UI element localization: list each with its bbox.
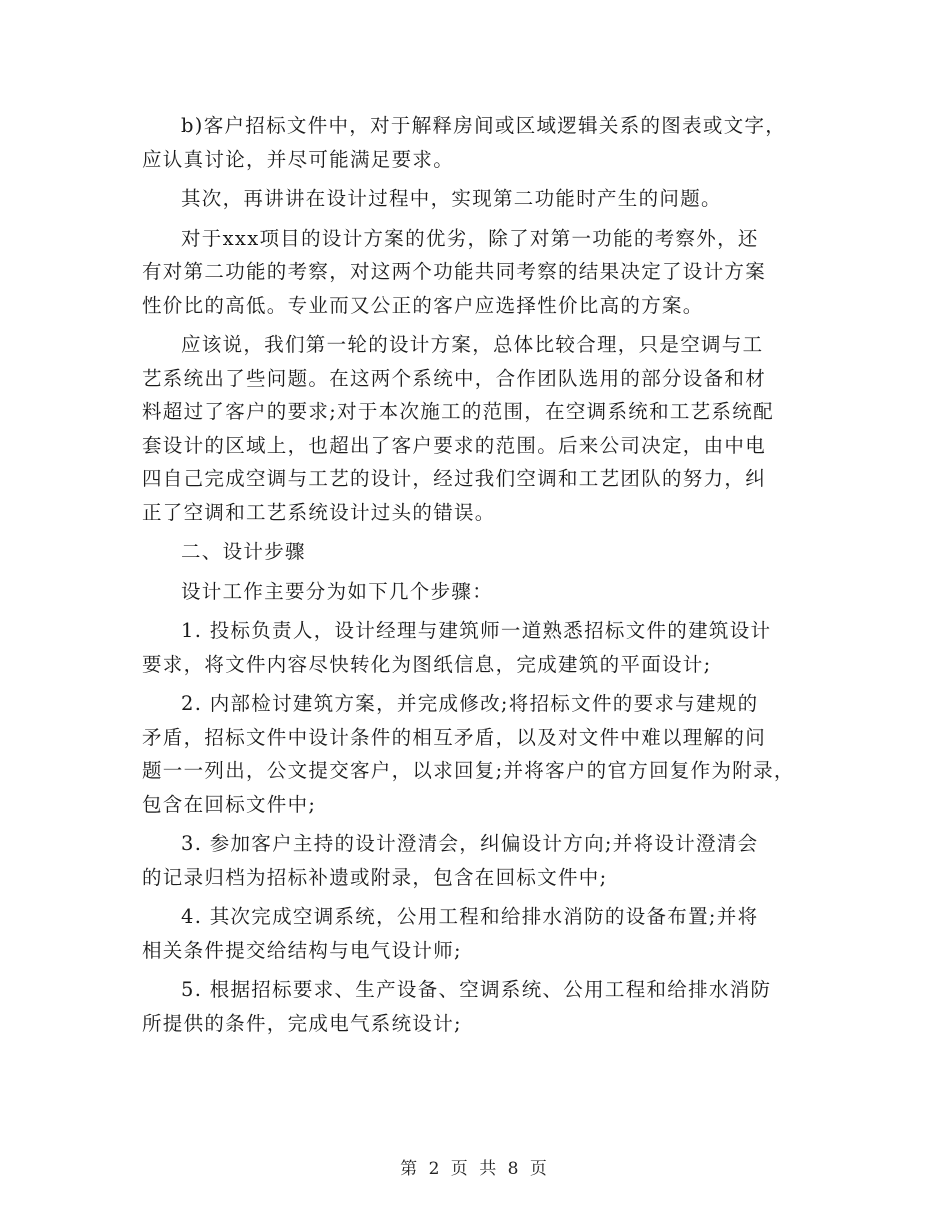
paragraph-line: 应认真讨论，并尽可能满足要求。 — [142, 147, 455, 171]
paragraph — [142, 328, 812, 529]
paragraph-line: 4. 其次完成空调系统，公用工程和给排水消防的设备布置;并将 — [181, 905, 759, 928]
paragraph-line: 相关条件提交给结构与电气设计师; — [142, 938, 462, 962]
page-footer: 第 2 页 共 8 页 — [400, 1159, 550, 1179]
paragraph-line: 应该说，我们第一轮的设计方案，总体比较合理，只是空调与工 — [181, 333, 764, 356]
paragraph-line: 要求，将文件内容尽快转化为图纸信息，完成建筑的平面设计; — [142, 652, 712, 676]
paragraph-line: 1. 投标负责人，设计经理与建筑师一道熟悉招标文件的建筑设计 — [181, 619, 772, 642]
paragraph-line: 性价比的高低。专业而又公正的客户应选择性价比高的方案。 — [142, 293, 704, 317]
paragraph-line: b)客户招标文件中，对于解释房间或区域逻辑关系的图表或文字， — [181, 114, 787, 137]
paragraph-line: 3. 参加客户主持的设计澄清会，纠偏设计方向;并将设计澄清会 — [181, 832, 759, 855]
paragraph-line: 2. 内部检讨建筑方案，并完成修改;将招标文件的要求与建规的 — [181, 692, 759, 715]
paragraph-line: 对于xxx项目的设计方案的优劣，除了对第一功能的考察外，还 — [181, 226, 759, 250]
paragraph-line: 有对第二功能的考察，对这两个功能共同考察的结果决定了设计方案 — [142, 260, 767, 283]
paragraph-line: 套设计的区域上，也超出了客户要求的范围。后来公司决定，由中电 — [142, 433, 767, 457]
paragraph — [142, 900, 812, 967]
paragraph-line: 艺系统出了些问题。在这两个系统中，合作团队选用的部分设备和材 — [142, 366, 767, 390]
paragraph-line: 题一一列出，公文提交客户，以求回复;并将客户的官方回复作为附录， — [142, 759, 795, 782]
paragraph — [142, 827, 812, 894]
paragraph — [142, 222, 812, 323]
paragraph-line: 包含在回标文件中; — [142, 792, 317, 816]
paragraph-line: 四自己完成空调与工艺的设计，经过我们空调和工艺团队的努力，纠 — [142, 467, 767, 490]
paragraph-line: 的记录归档为招标补遗或附录，包含在回标文件中; — [142, 865, 608, 889]
paragraph — [142, 614, 812, 681]
paragraph — [142, 973, 812, 1040]
document-body — [142, 109, 812, 1046]
paragraph-line: 设计工作主要分为如下几个步骤： — [181, 579, 494, 603]
paragraph — [142, 182, 812, 216]
paragraph — [142, 575, 812, 609]
paragraph — [142, 109, 812, 176]
paragraph — [142, 535, 812, 569]
paragraph-line: 其次，再讲讲在设计过程中，实现第二功能时产生的问题。 — [181, 187, 722, 210]
paragraph — [142, 687, 812, 821]
paragraph-line: 5. 根据招标要求、生产设备、空调系统、公用工程和给排水消防 — [181, 978, 772, 1001]
paragraph-line: 二、设计步骤 — [181, 540, 306, 563]
paragraph-line: 正了空调和工艺系统设计过头的错误。 — [142, 500, 496, 524]
paragraph-line: 料超过了客户的要求;对于本次施工的范围，在空调系统和工艺系统配 — [142, 400, 774, 423]
paragraph-line: 所提供的条件，完成电气系统设计; — [142, 1011, 462, 1035]
paragraph-line: 矛盾，招标文件中设计条件的相互矛盾，以及对文件中难以理解的问 — [142, 725, 767, 749]
